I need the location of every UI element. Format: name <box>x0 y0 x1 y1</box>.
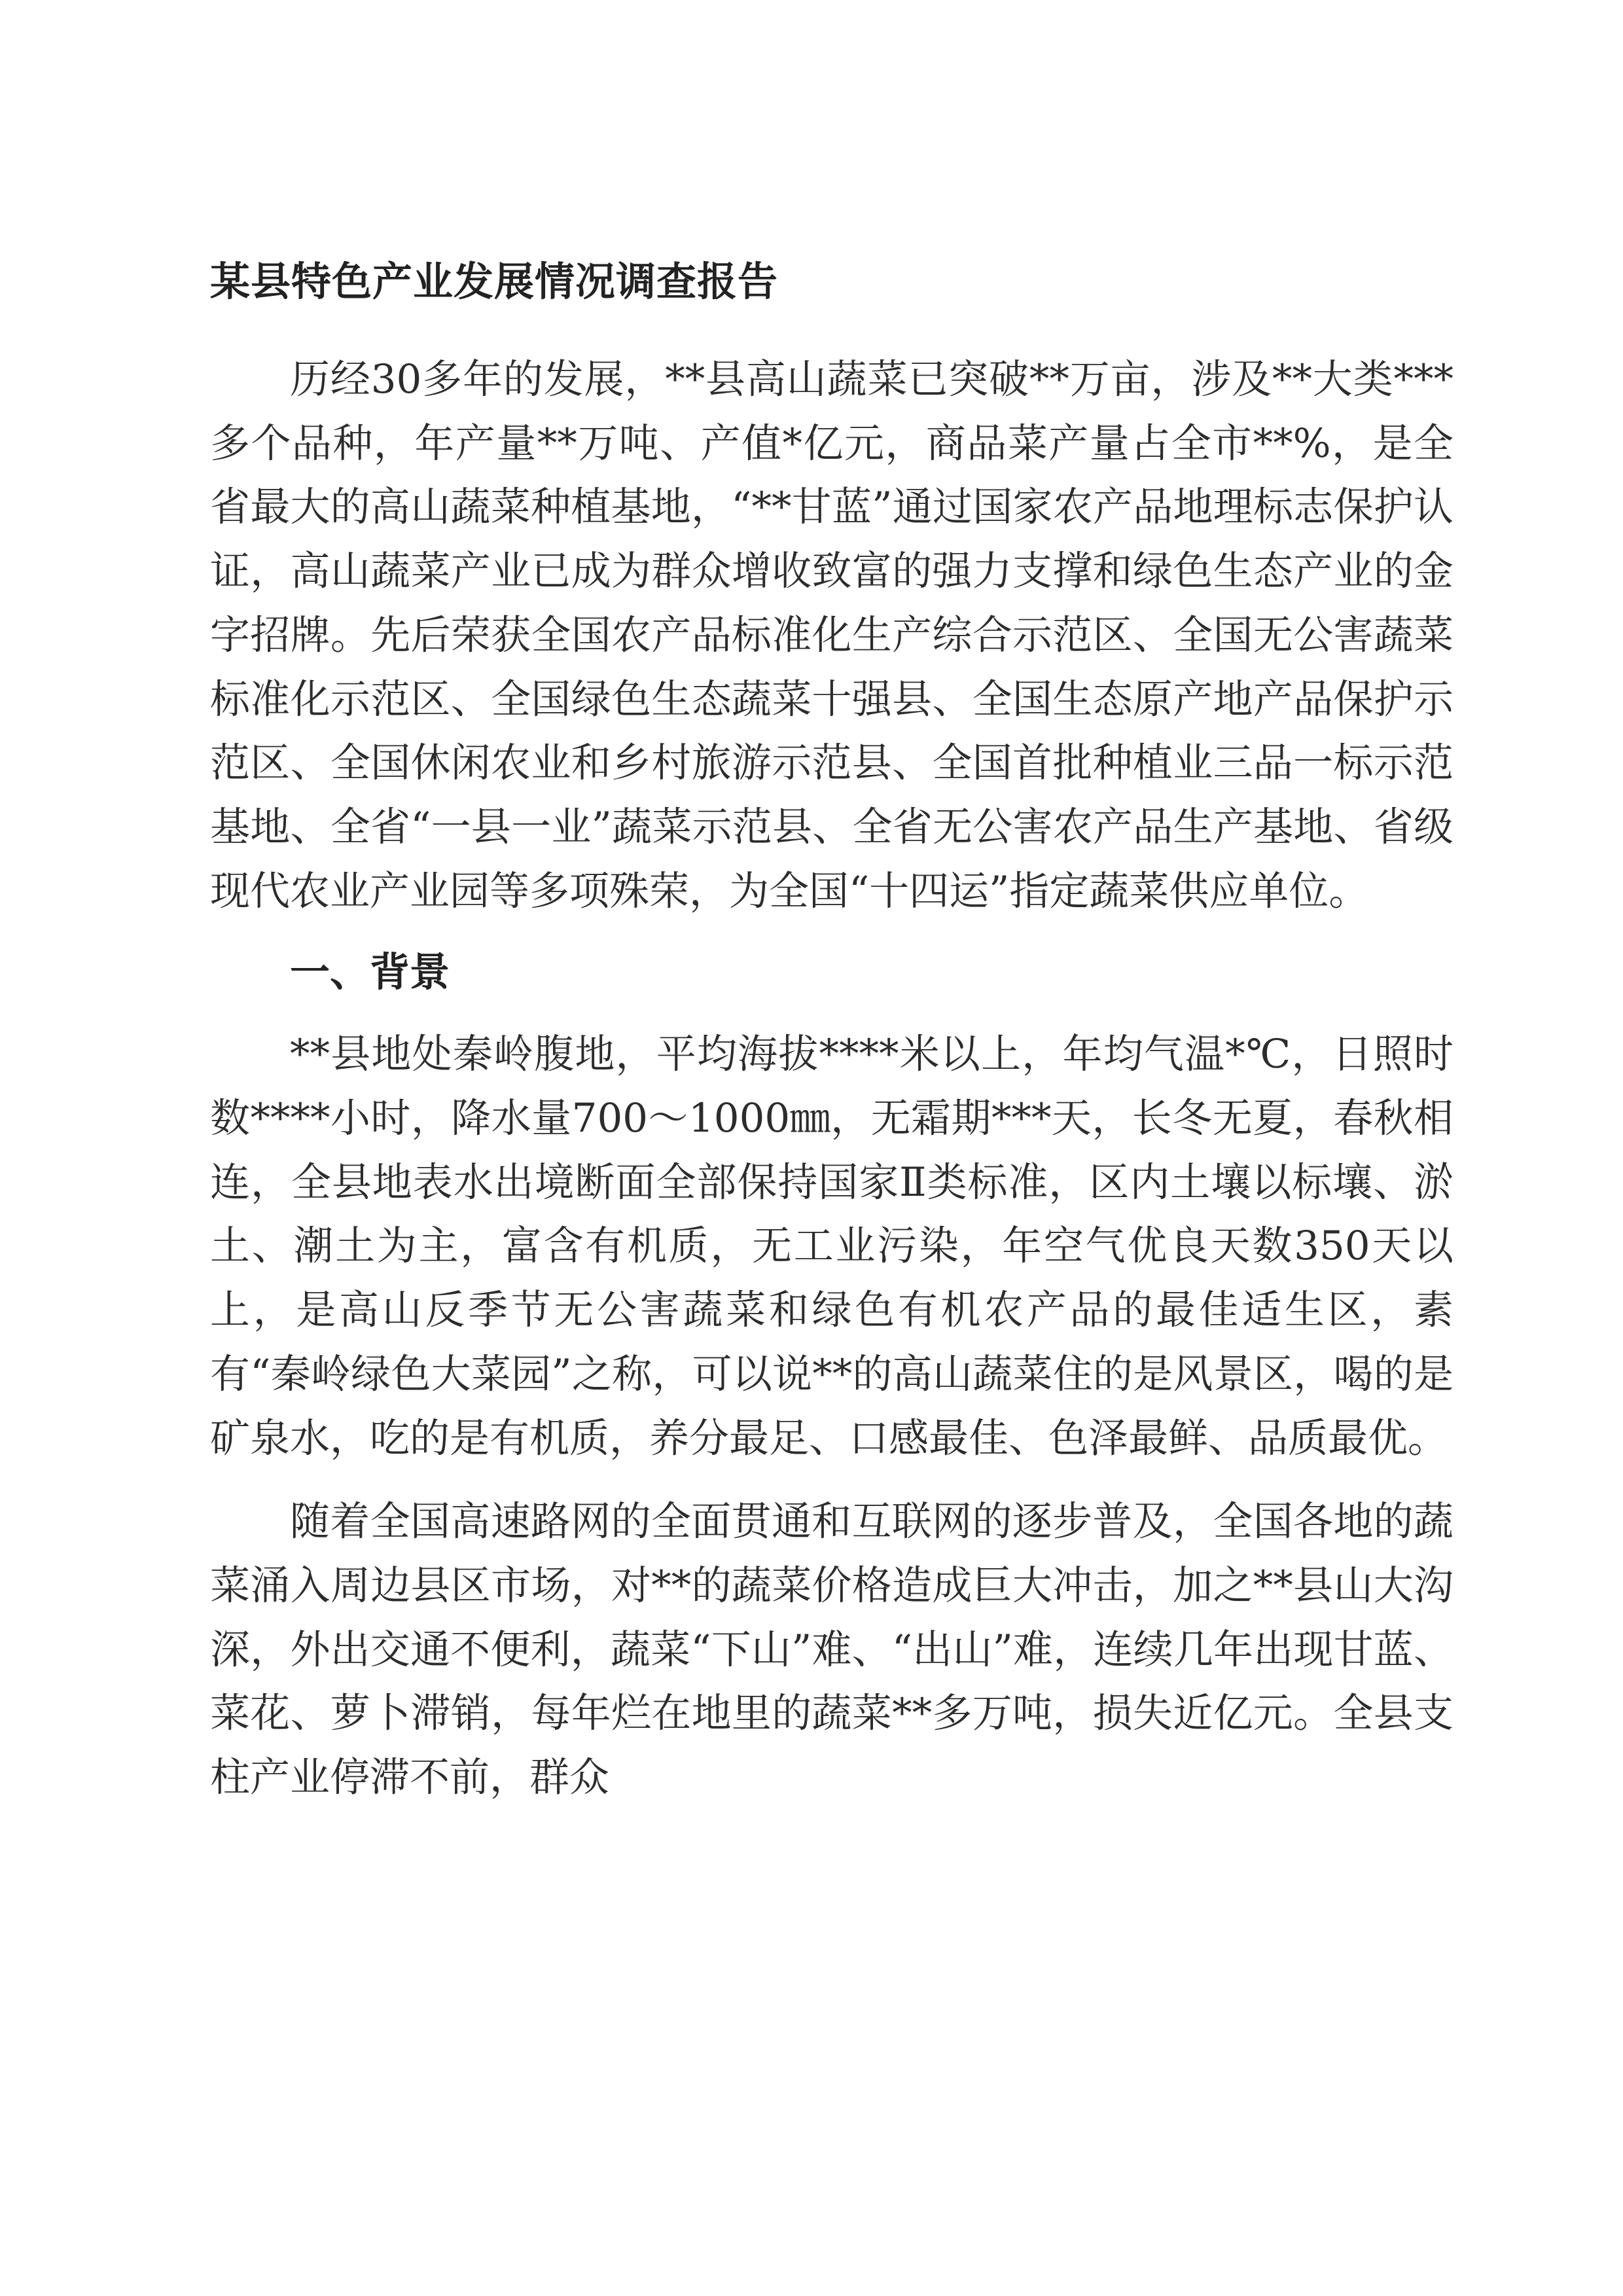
document-title: 某县特色产业发展情况调查报告 <box>210 259 779 305</box>
section-heading-background: 一、背景 <box>290 949 450 996</box>
background-paragraph-1: **县地处秦岭腹地，平均海拔****米以上，年均气温*℃，日照时数****小时，降水量700～1000㎜，无霜期***天，长冬无夏，春秋相连，全县地表水出境断面全部保持国家Ⅱ类标准，区内土壤以标壤、淤土、潮土为主，富含有机质，无工业污染，年空气优良天数350天以上，是高山反季节无公害蔬菜和绿色有机农产品的最佳适生区，素有“秦岭绿色大菜园”之称，可以说**的高山蔬菜住的是风景区，喝的是矿泉水，吃的是有机质，养分最足、口感最佳、色泽最鲜、品质最优。 <box>210 1031 1454 1462</box>
intro-paragraph: 历经30多年的发展，**县高山蔬菜已突破**万亩，涉及**大类***多个品种，年产量**万吨、产值*亿元，商品菜产量占全市**%，是全省最大的高山蔬菜种植基地，“**甘蓝”通过国家农产品地理标志保护认证，高山蔬菜产业已成为群众增收致富的强力支撑和绿色生态产业的金字招牌。先后荣获全国农产品标准化生产综合示范区、全国无公害蔬菜标准化示范区、全国绿色生态蔬菜十强县、全国生态原产地产品保护示范区、全国休闲农业和乡村旅游示范县、全国首批种植业三品一标示范基地、全省“一县一业”蔬菜示范县、全省无公害农产品生产基地、省级现代农业产业园等多项殊荣，为全国“十四运”指定蔬菜供应单位。 <box>210 356 1454 914</box>
background-paragraph-2: 随着全国高速路网的全面贯通和互联网的逐步普及，全国各地的蔬菜涌入周边县区市场，对**的蔬菜价格造成巨大冲击，加之**县山大沟深，外出交通不便利，蔬菜“下山”难、“出山”难，连续几年出现甘蓝、菜花、萝卜滞销，每年烂在地里的蔬菜**多万吨，损失近亿元。全县支柱产业停滞不前，群众 <box>210 1498 1454 1801</box>
document-body <box>210 253 1454 1810</box>
